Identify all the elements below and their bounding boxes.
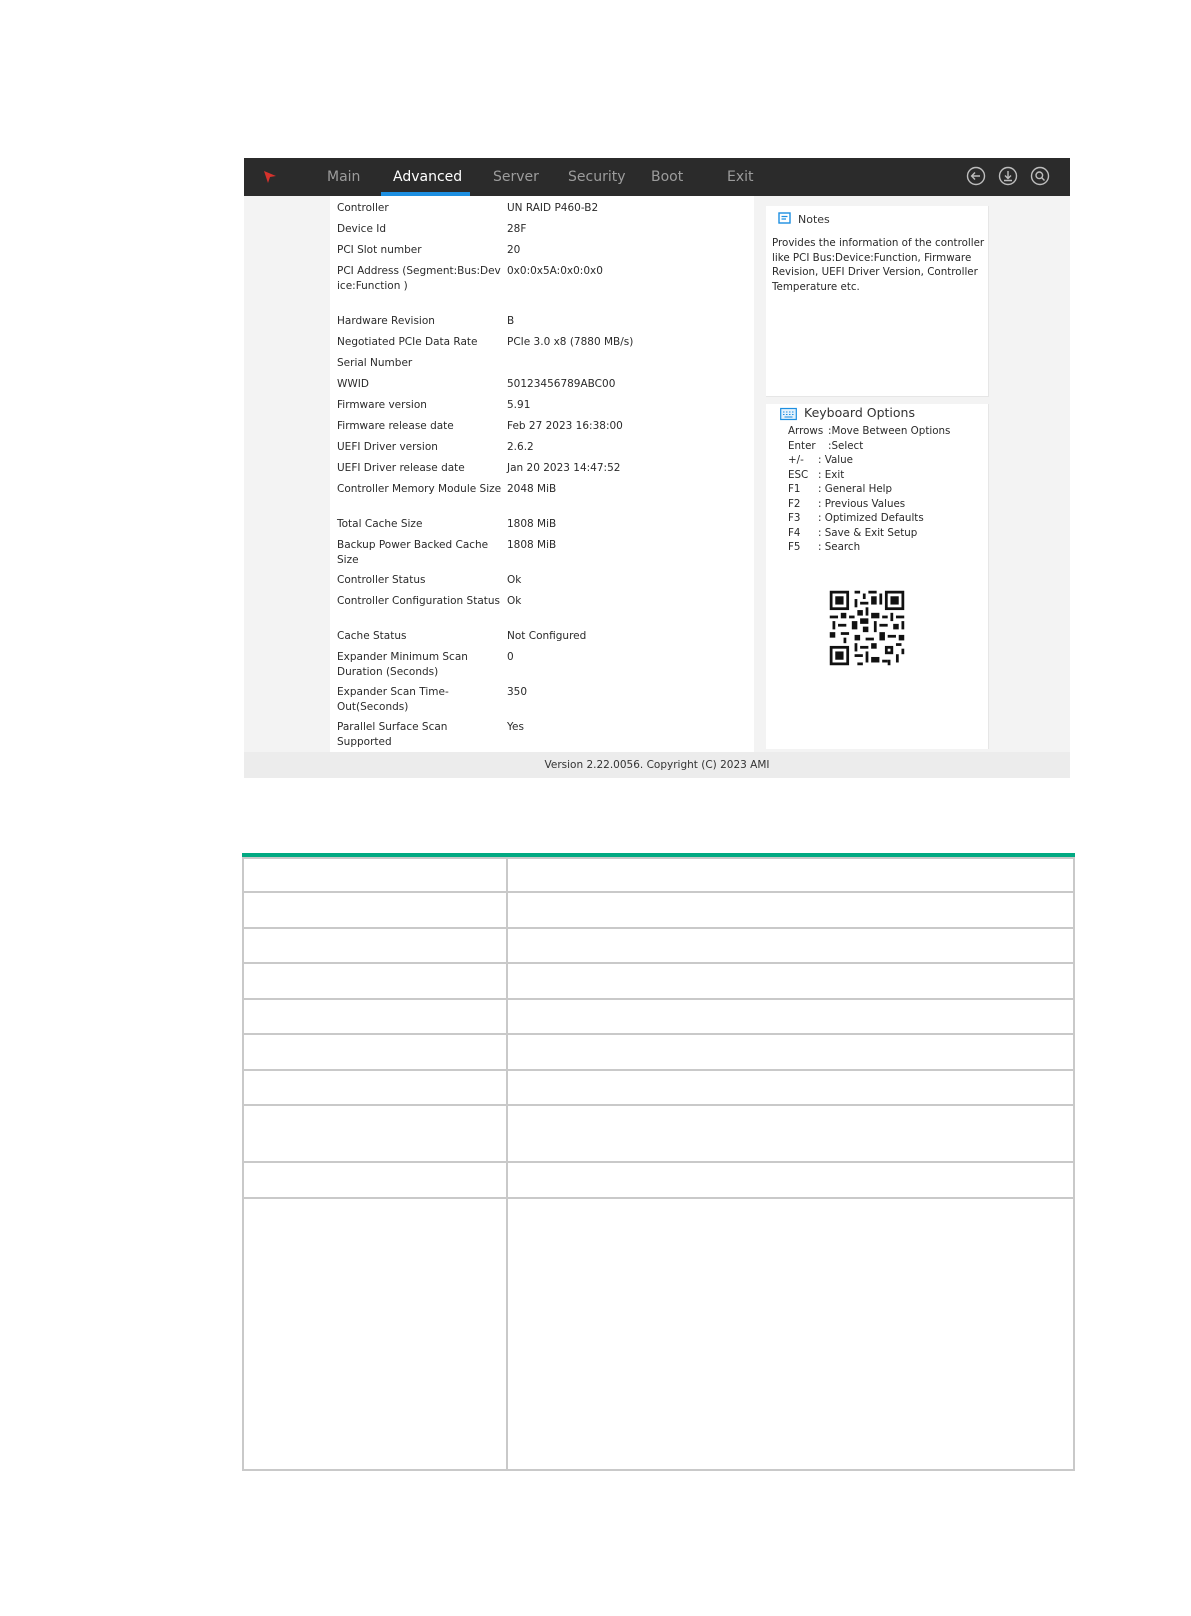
key-description: :Move Between Options xyxy=(828,425,951,437)
info-value: 2048 MiB xyxy=(507,483,557,495)
info-label: Firmware version xyxy=(337,399,427,411)
key-description: : Value xyxy=(818,454,854,466)
info-value: UN RAID P460-B2 xyxy=(507,202,599,214)
key-description: : Optimized Defaults xyxy=(818,512,924,524)
notes-box xyxy=(766,206,989,397)
qr-code-icon xyxy=(827,588,907,668)
table-row xyxy=(243,1162,1074,1198)
info-label: Expander Scan Time-Out(Seconds) xyxy=(337,686,449,713)
info-label: Controller xyxy=(337,202,389,214)
keyboard-option xyxy=(788,511,924,526)
tab-main[interactable]: Main xyxy=(327,169,361,185)
info-label: Firmware release date xyxy=(337,420,454,432)
key-name: Enter xyxy=(788,439,816,452)
keyboard-option xyxy=(788,526,917,541)
info-label: Expander Minimum Scan Duration (Seconds) xyxy=(337,651,468,678)
table-cell xyxy=(243,1070,507,1105)
info-value: Not Configured xyxy=(507,630,587,642)
version-footer: Version 2.22.0056. Copyright (C) 2023 AMI xyxy=(244,752,1070,778)
key-name: F1 xyxy=(788,483,801,495)
tab-server[interactable]: Server xyxy=(493,169,539,185)
menu-bar xyxy=(244,158,1070,196)
info-label: UEFI Driver version xyxy=(337,441,438,453)
key-description: :Select xyxy=(828,439,864,452)
key-description: : Exit xyxy=(818,468,845,481)
notes-text: Provides the information of the controller like PCI Bus:Device:Function, Firmware Revision, UEFI Driver Version, Controller Temperature etc. xyxy=(772,237,985,293)
info-label: Total Cache Size xyxy=(337,518,423,530)
table-cell xyxy=(507,892,1074,928)
info-label: Cache Status xyxy=(337,630,407,642)
table-row xyxy=(243,1070,1074,1105)
info-label: Parallel Surface Scan Supported xyxy=(337,721,448,748)
tab-security[interactable]: Security xyxy=(568,169,626,185)
info-value: Ok xyxy=(507,574,522,586)
info-value: 28F xyxy=(507,223,527,235)
table-row xyxy=(243,858,1074,892)
key-description: : Save & Exit Setup xyxy=(818,526,918,539)
table-cell xyxy=(507,928,1074,963)
table-cell xyxy=(507,999,1074,1034)
info-label: Controller Configuration Status xyxy=(337,595,500,607)
info-label: Device Id xyxy=(337,223,387,235)
info-label: Backup Power Backed Cache Size xyxy=(337,539,489,566)
table-cell xyxy=(507,1034,1074,1070)
table-cell xyxy=(243,858,507,892)
key-description: : Search xyxy=(818,541,861,553)
key-name: F2 xyxy=(788,497,801,510)
table-row xyxy=(243,1034,1074,1070)
key-name: ESC xyxy=(788,468,809,481)
info-label: Controller Memory Module Size xyxy=(337,483,502,495)
table-cell xyxy=(507,1070,1074,1105)
info-value: Jan 20 2023 14:47:52 xyxy=(507,462,621,474)
info-value: 50123456789ABC00 xyxy=(507,378,616,390)
info-value: Ok xyxy=(507,595,522,607)
keyboard-option xyxy=(788,453,853,468)
key-description: : General Help xyxy=(818,483,893,495)
tab-boot[interactable]: Boot xyxy=(651,169,684,185)
table-row xyxy=(243,963,1074,999)
info-value: 2.6.2 xyxy=(507,441,534,453)
info-label: PCI Slot number xyxy=(337,244,422,256)
key-name: +/- xyxy=(788,454,804,466)
table-cell xyxy=(507,858,1074,892)
bios-window xyxy=(244,158,1070,778)
table-cell xyxy=(243,892,507,928)
keyboard-options-box xyxy=(766,404,989,749)
info-value: PCIe 3.0 x8 (7880 MB/s) xyxy=(507,336,634,348)
table-cell xyxy=(243,963,507,999)
key-name: F5 xyxy=(788,541,801,553)
left-gutter xyxy=(244,196,330,752)
tab-advanced[interactable]: Advanced xyxy=(393,169,463,185)
table-row xyxy=(243,928,1074,963)
info-value: 1808 MiB xyxy=(507,518,557,530)
info-value: B xyxy=(507,315,515,327)
keyboard-option xyxy=(788,468,844,483)
info-label: Negotiated PCIe Data Rate xyxy=(337,336,478,348)
keyboard-option xyxy=(788,424,950,439)
table-row xyxy=(243,1198,1074,1470)
save-icon[interactable] xyxy=(998,166,1018,186)
table-cell xyxy=(243,928,507,963)
table-cell xyxy=(243,1162,507,1198)
info-value: Feb 27 2023 16:38:00 xyxy=(507,420,623,432)
info-label: Controller Status xyxy=(337,574,426,586)
info-value: 5.91 xyxy=(507,399,531,411)
keyboard-option xyxy=(788,497,905,512)
table-cell xyxy=(243,999,507,1034)
info-value: 0x0:0x5A:0x0:0x0 xyxy=(507,265,603,277)
help-panel xyxy=(754,196,1070,752)
back-icon[interactable] xyxy=(966,166,986,186)
table-row xyxy=(243,1105,1074,1162)
keyboard-option xyxy=(788,482,892,497)
key-name: Arrows xyxy=(788,425,824,437)
keyboard-option xyxy=(788,439,863,454)
info-label: Serial Number xyxy=(337,357,413,369)
table-cell xyxy=(243,1105,507,1162)
key-description: : Previous Values xyxy=(818,497,906,510)
keyboard-options-title: Keyboard Options xyxy=(804,405,915,420)
info-label: WWID xyxy=(337,378,369,390)
table-row xyxy=(243,999,1074,1034)
key-name: F3 xyxy=(788,512,801,524)
info-value: Yes xyxy=(507,721,524,733)
info-value: 350 xyxy=(507,686,528,698)
table-cell xyxy=(507,1162,1074,1198)
info-value: 20 xyxy=(507,244,521,256)
logo-icon xyxy=(262,169,278,185)
table-cell xyxy=(243,1198,507,1470)
info-label: PCI Address (Segment:Bus:Device:Function ) xyxy=(337,265,501,292)
keyboard-option xyxy=(788,540,860,555)
table-cell xyxy=(507,1105,1074,1162)
table-cell xyxy=(243,1034,507,1070)
keyboard-icon xyxy=(780,407,797,421)
table-cell xyxy=(507,1198,1074,1470)
info-value: 0 xyxy=(507,651,514,663)
table-cell xyxy=(507,963,1074,999)
search-icon[interactable] xyxy=(1030,166,1050,186)
key-name: F4 xyxy=(788,526,801,539)
notes-title: Notes xyxy=(798,213,830,226)
table-row xyxy=(243,892,1074,928)
tab-exit[interactable]: Exit xyxy=(727,169,754,185)
info-value: 1808 MiB xyxy=(507,539,557,551)
info-label: UEFI Driver release date xyxy=(337,462,465,474)
notes-icon xyxy=(778,212,791,225)
info-label: Hardware Revision xyxy=(337,315,435,327)
